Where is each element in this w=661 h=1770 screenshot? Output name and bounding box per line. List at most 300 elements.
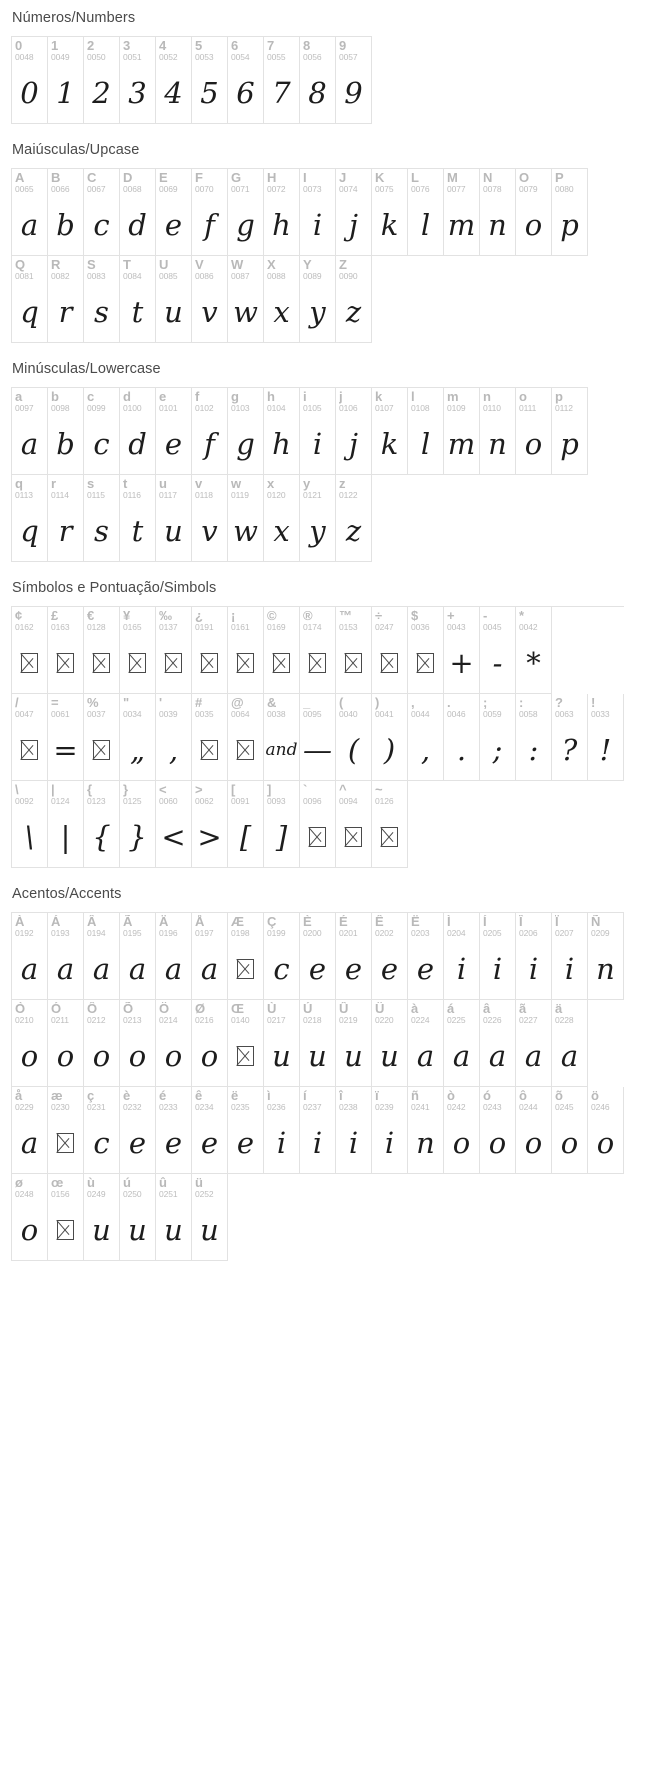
- glyph-preview: o: [164, 1039, 183, 1073]
- glyph-cell[interactable]: [48, 256, 84, 343]
- glyph-code-label: 0117: [159, 490, 177, 500]
- glyph-cell[interactable]: [192, 1174, 228, 1261]
- glyph-preview: b: [56, 427, 75, 461]
- glyph-code-label: 0242: [447, 1102, 466, 1112]
- glyph-code-label: 0080: [555, 184, 574, 194]
- glyph-cell[interactable]: [48, 388, 84, 475]
- glyph-cell[interactable]: [228, 694, 264, 781]
- glyph-preview: *: [526, 646, 541, 680]
- glyph-cell[interactable]: [12, 607, 48, 694]
- glyph-cell[interactable]: [228, 388, 264, 475]
- glyph-preview: [372, 637, 407, 693]
- glyph-cell[interactable]: [84, 607, 120, 694]
- glyph-cell-header: [264, 781, 299, 811]
- glyph-cell[interactable]: [300, 475, 336, 562]
- glyph-code-label: 0137: [159, 622, 178, 632]
- glyph-cell[interactable]: [300, 1000, 336, 1087]
- glyph-preview: e: [164, 427, 183, 461]
- glyph-preview: a: [20, 208, 39, 242]
- glyph-preview: ;: [492, 733, 503, 767]
- glyph-cell[interactable]: [336, 694, 372, 781]
- glyph-cell[interactable]: [336, 388, 372, 475]
- glyph-cell[interactable]: [264, 1087, 300, 1174]
- glyph-cell[interactable]: [336, 1000, 372, 1087]
- glyph-char-label: Ò: [15, 1002, 26, 1016]
- missing-glyph-icon: [129, 653, 146, 673]
- glyph-cell[interactable]: [300, 607, 336, 694]
- glyph-cell[interactable]: [552, 1087, 588, 1174]
- glyph-cell[interactable]: [84, 169, 120, 256]
- glyph-cell[interactable]: [516, 607, 552, 694]
- glyph-char-label: +: [447, 609, 455, 623]
- glyph-preview: f: [204, 427, 215, 461]
- glyph-code-label: 0072: [267, 184, 286, 194]
- glyph-cell[interactable]: [12, 169, 48, 256]
- glyph-preview: t: [131, 295, 144, 329]
- glyph-cell[interactable]: [120, 607, 156, 694]
- glyph-cell-header: [120, 1174, 155, 1204]
- glyph-cell[interactable]: [444, 913, 480, 1000]
- glyph-cell[interactable]: [228, 169, 264, 256]
- glyph-char-label: ó: [483, 1089, 491, 1103]
- glyph-cell[interactable]: [300, 256, 336, 343]
- glyph-cell[interactable]: [12, 1000, 48, 1087]
- glyph-preview: x: [273, 295, 290, 329]
- glyph-cell[interactable]: [264, 694, 300, 781]
- glyph-cell[interactable]: [156, 781, 192, 868]
- glyph-cell[interactable]: [192, 1000, 228, 1087]
- glyph-code-label: 0082: [51, 271, 70, 281]
- glyph-char-label: f: [195, 390, 200, 404]
- glyph-cell[interactable]: [516, 1087, 552, 1174]
- glyph-code-label: 0140: [231, 1015, 250, 1025]
- glyph-cell[interactable]: [372, 388, 408, 475]
- glyph-preview: w: [233, 295, 258, 329]
- glyph-cell[interactable]: [444, 607, 480, 694]
- glyph-cell[interactable]: [192, 694, 228, 781]
- glyph-cell[interactable]: [12, 1087, 48, 1174]
- glyph-cell[interactable]: [588, 913, 624, 1000]
- glyph-char-label: Ú: [303, 1002, 313, 1016]
- glyph-preview: w: [233, 514, 258, 548]
- glyph-code-label: 0084: [123, 271, 142, 281]
- glyph-code-label: 0162: [15, 622, 34, 632]
- glyph-code-label: 0247: [375, 622, 394, 632]
- glyph-cell[interactable]: [336, 607, 372, 694]
- glyph-cell[interactable]: [156, 607, 192, 694]
- glyph-preview: [300, 811, 335, 867]
- glyph-cell[interactable]: [264, 256, 300, 343]
- glyph-cell-header: [228, 694, 263, 724]
- glyph-cell[interactable]: [336, 37, 372, 124]
- glyph-cell-header: [300, 475, 335, 505]
- glyph-cell[interactable]: [300, 781, 336, 868]
- glyph-cell[interactable]: [480, 694, 516, 781]
- glyph-cell[interactable]: [228, 607, 264, 694]
- glyph-cell[interactable]: [228, 1087, 264, 1174]
- glyph-cell[interactable]: [48, 694, 84, 781]
- glyph-cell[interactable]: [444, 1000, 480, 1087]
- glyph-cell-header: [264, 1000, 299, 1030]
- glyph-code-label: 0062: [195, 796, 214, 806]
- glyph-cell[interactable]: [12, 694, 48, 781]
- glyph-code-label: 0214: [159, 1015, 178, 1025]
- glyph-cell[interactable]: [192, 475, 228, 562]
- glyph-cell[interactable]: [300, 388, 336, 475]
- glyph-cell[interactable]: [48, 1000, 84, 1087]
- glyph-cell[interactable]: [192, 388, 228, 475]
- missing-glyph-icon: [93, 740, 110, 760]
- glyph-cell[interactable]: [120, 169, 156, 256]
- glyph-cell[interactable]: [48, 475, 84, 562]
- glyph-cell-header: [336, 1087, 371, 1117]
- glyph-cell[interactable]: [192, 781, 228, 868]
- glyph-cell[interactable]: [120, 913, 156, 1000]
- glyph-cell[interactable]: [516, 913, 552, 1000]
- glyph-cell-header: [156, 37, 191, 67]
- glyph-cell[interactable]: [444, 388, 480, 475]
- glyph-preview: o: [452, 1126, 471, 1160]
- glyph-cell[interactable]: [264, 37, 300, 124]
- glyph-cell[interactable]: [120, 256, 156, 343]
- glyph-preview: x: [273, 514, 290, 548]
- glyph-cell[interactable]: [156, 475, 192, 562]
- glyph-cell[interactable]: [48, 1087, 84, 1174]
- glyph-cell[interactable]: [264, 169, 300, 256]
- glyph-cell[interactable]: [516, 1000, 552, 1087]
- glyph-char-label: 9: [339, 39, 347, 53]
- glyph-code-label: 0090: [339, 271, 358, 281]
- glyph-cell[interactable]: [120, 694, 156, 781]
- glyph-code-label: 0067: [87, 184, 106, 194]
- glyph-char-label: c: [87, 390, 95, 404]
- glyph-cell[interactable]: [48, 913, 84, 1000]
- glyph-cell[interactable]: [84, 781, 120, 868]
- glyph-preview: r: [58, 514, 73, 548]
- glyph-cell[interactable]: [120, 1174, 156, 1261]
- glyph-cell[interactable]: [84, 913, 120, 1000]
- glyph-cell[interactable]: [336, 1087, 372, 1174]
- glyph-cell[interactable]: [192, 1087, 228, 1174]
- glyph-cell[interactable]: [372, 913, 408, 1000]
- glyph-cell[interactable]: [156, 913, 192, 1000]
- glyph-code-label: 0108: [411, 403, 430, 413]
- glyph-code-label: 0103: [231, 403, 250, 413]
- glyph-preview: i: [276, 1126, 287, 1160]
- glyph-cell-header: [156, 607, 191, 637]
- glyph-char-label: S: [87, 258, 96, 272]
- glyph-cell[interactable]: [480, 607, 516, 694]
- glyph-cell[interactable]: [372, 1087, 408, 1174]
- glyph-cell[interactable]: [408, 694, 444, 781]
- glyph-cell[interactable]: [264, 388, 300, 475]
- glyph-char-label: q: [15, 477, 23, 491]
- glyph-cell-header: [156, 256, 191, 286]
- glyph-cell[interactable]: [408, 1087, 444, 1174]
- glyph-cell-header: [12, 1174, 47, 1204]
- glyph-cell-header: [516, 169, 551, 199]
- missing-glyph-icon: [237, 959, 254, 979]
- missing-glyph-icon: [381, 653, 398, 673]
- glyph-cell[interactable]: [192, 256, 228, 343]
- glyph-cell[interactable]: [264, 607, 300, 694]
- glyph-cell[interactable]: [12, 475, 48, 562]
- glyph-code-label: 0077: [447, 184, 466, 194]
- glyph-cell[interactable]: [300, 1087, 336, 1174]
- missing-glyph-icon: [201, 740, 218, 760]
- glyph-char-label: Ø: [195, 1002, 206, 1016]
- glyph-cell[interactable]: [156, 169, 192, 256]
- glyph-cell[interactable]: [156, 694, 192, 781]
- glyph-cell-header: [264, 388, 299, 418]
- glyph-row: [12, 694, 624, 781]
- glyph-cell[interactable]: [336, 781, 372, 868]
- glyph-cell[interactable]: [120, 475, 156, 562]
- glyph-cell[interactable]: [48, 37, 84, 124]
- glyph-cell-header: [192, 694, 227, 724]
- glyph-cell[interactable]: [552, 169, 588, 256]
- glyph-cell[interactable]: [300, 37, 336, 124]
- glyph-cell[interactable]: [48, 781, 84, 868]
- glyph-cell[interactable]: [480, 913, 516, 1000]
- glyph-cell-header: [228, 1087, 263, 1117]
- glyph-char-label: Î: [519, 915, 523, 929]
- glyph-cell[interactable]: [156, 1000, 192, 1087]
- glyph-row: [12, 781, 624, 868]
- glyph-preview: [192, 724, 227, 780]
- glyph-cell[interactable]: [408, 913, 444, 1000]
- glyph-preview: [156, 637, 191, 693]
- glyph-char-label: Œ: [231, 1002, 244, 1016]
- glyph-cell[interactable]: [408, 388, 444, 475]
- glyph-cell[interactable]: [12, 1174, 48, 1261]
- section-accents: [0, 876, 661, 1261]
- glyph-preview: a: [92, 952, 111, 986]
- glyph-code-label: 0100: [123, 403, 142, 413]
- glyph-code-label: 0232: [123, 1102, 142, 1112]
- glyph-cell-header: [408, 1087, 443, 1117]
- glyph-preview: u: [344, 1039, 363, 1073]
- glyph-cell[interactable]: [228, 913, 264, 1000]
- glyph-cell[interactable]: [264, 475, 300, 562]
- glyph-char-label: ¡: [231, 609, 236, 623]
- glyph-preview: s: [94, 514, 109, 548]
- glyph-cell[interactable]: [192, 913, 228, 1000]
- glyph-code-label: 0243: [483, 1102, 502, 1112]
- glyph-cell[interactable]: [480, 1000, 516, 1087]
- glyph-cell-header: [48, 475, 83, 505]
- glyph-cell[interactable]: [336, 169, 372, 256]
- glyph-char-label: à: [411, 1002, 419, 1016]
- glyph-preview: k: [380, 208, 399, 242]
- glyph-cell[interactable]: [480, 388, 516, 475]
- glyph-cell[interactable]: [372, 607, 408, 694]
- glyph-cell[interactable]: [12, 913, 48, 1000]
- glyph-code-label: 0043: [447, 622, 466, 632]
- glyph-preview: i: [348, 1126, 359, 1160]
- glyph-code-label: 0203: [411, 928, 430, 938]
- glyph-preview: a: [560, 1039, 579, 1073]
- glyph-cell[interactable]: [516, 169, 552, 256]
- glyph-cell[interactable]: [552, 694, 588, 781]
- glyph-cell-header: [12, 694, 47, 724]
- glyph-cell[interactable]: [192, 37, 228, 124]
- glyph-char-label: Ü: [375, 1002, 385, 1016]
- glyph-char-label: -: [483, 609, 488, 623]
- glyph-cell[interactable]: [228, 475, 264, 562]
- glyph-cell[interactable]: [408, 1000, 444, 1087]
- glyph-cell[interactable]: [372, 169, 408, 256]
- glyph-cell[interactable]: [372, 1000, 408, 1087]
- glyph-char-label: #: [195, 696, 203, 710]
- glyph-cell[interactable]: [84, 475, 120, 562]
- glyph-preview: e: [164, 1126, 183, 1160]
- glyph-cell[interactable]: [408, 169, 444, 256]
- glyph-cell[interactable]: [192, 607, 228, 694]
- glyph-preview: a: [56, 952, 75, 986]
- glyph-cell-header: [192, 37, 227, 67]
- glyph-preview: i: [384, 1126, 395, 1160]
- glyph-cell[interactable]: [588, 1087, 624, 1174]
- glyph-cell[interactable]: [228, 1000, 264, 1087]
- glyph-char-label: k: [375, 390, 383, 404]
- glyph-code-label: 0102: [195, 403, 214, 413]
- glyph-char-label: n: [483, 390, 491, 404]
- glyph-preview: g: [236, 427, 255, 461]
- glyph-code-label: 0239: [375, 1102, 394, 1112]
- glyph-preview: t: [131, 514, 144, 548]
- glyph-code-label: 0044: [411, 709, 430, 719]
- glyph-cell[interactable]: [444, 1087, 480, 1174]
- glyph-cell[interactable]: [516, 388, 552, 475]
- glyph-char-label: F: [195, 171, 203, 185]
- glyph-cell[interactable]: [336, 256, 372, 343]
- glyph-cell[interactable]: [264, 1000, 300, 1087]
- glyph-cell[interactable]: [372, 781, 408, 868]
- glyph-cell[interactable]: [264, 781, 300, 868]
- glyph-cell[interactable]: [12, 37, 48, 124]
- glyph-cell-header: [84, 1087, 119, 1117]
- glyph-code-label: 0212: [87, 1015, 106, 1025]
- glyph-cell[interactable]: [84, 388, 120, 475]
- glyph-char-label: !: [591, 696, 596, 710]
- glyph-cell[interactable]: [480, 1087, 516, 1174]
- glyph-cell[interactable]: [336, 913, 372, 1000]
- glyph-cell-header: [228, 913, 263, 943]
- glyph-preview: j: [349, 208, 358, 242]
- glyph-char-label: :: [519, 696, 524, 710]
- glyph-char-label: ÷: [375, 609, 383, 623]
- glyph-code-label: 0198: [231, 928, 250, 938]
- glyph-code-label: 0046: [447, 709, 466, 719]
- glyph-cell[interactable]: [84, 1087, 120, 1174]
- glyph-cell[interactable]: [300, 694, 336, 781]
- glyph-cell[interactable]: [516, 694, 552, 781]
- glyph-cell[interactable]: [84, 1174, 120, 1261]
- glyph-cell[interactable]: [12, 256, 48, 343]
- glyph-table: [11, 168, 588, 343]
- glyph-cell[interactable]: [552, 913, 588, 1000]
- glyph-preview: —: [303, 733, 332, 767]
- missing-glyph-icon: [57, 653, 74, 673]
- glyph-char-label: ø: [15, 1176, 23, 1190]
- glyph-cell[interactable]: [120, 388, 156, 475]
- glyph-cell[interactable]: [552, 1000, 588, 1087]
- glyph-cell[interactable]: [300, 913, 336, 1000]
- glyph-cell[interactable]: [12, 388, 48, 475]
- glyph-preview: <: [161, 820, 186, 854]
- glyph-cell[interactable]: [588, 694, 624, 781]
- glyph-cell-header: [120, 913, 155, 943]
- glyph-preview: a: [20, 952, 39, 986]
- glyph-char-label: O: [519, 171, 530, 185]
- glyph-cell[interactable]: [120, 1087, 156, 1174]
- glyph-cell[interactable]: [228, 256, 264, 343]
- glyph-cell[interactable]: [120, 37, 156, 124]
- glyph-cell-header: [48, 169, 83, 199]
- glyph-code-label: 0207: [555, 928, 574, 938]
- glyph-cell[interactable]: [48, 169, 84, 256]
- glyph-char-label: ò: [447, 1089, 455, 1103]
- glyph-cell[interactable]: [192, 169, 228, 256]
- glyph-cell[interactable]: [372, 694, 408, 781]
- glyph-cell[interactable]: [552, 388, 588, 475]
- glyph-cell[interactable]: [156, 388, 192, 475]
- glyph-cell[interactable]: [444, 169, 480, 256]
- glyph-preview: p: [560, 208, 579, 242]
- glyph-char-label: x: [267, 477, 275, 491]
- glyph-cell[interactable]: [300, 169, 336, 256]
- glyph-preview: 3: [128, 76, 147, 110]
- glyph-char-label: ¿: [195, 609, 203, 623]
- glyph-cell-header: [12, 388, 47, 418]
- glyph-char-label: 0: [15, 39, 23, 53]
- glyph-cell[interactable]: [228, 37, 264, 124]
- glyph-cell[interactable]: [48, 1174, 84, 1261]
- glyph-char-label: y: [303, 477, 311, 491]
- glyph-cell[interactable]: [84, 1000, 120, 1087]
- glyph-cell-header: [48, 256, 83, 286]
- section-title: Números/Numbers: [12, 10, 136, 26]
- glyph-cell[interactable]: [156, 1174, 192, 1261]
- glyph-cell[interactable]: [12, 781, 48, 868]
- glyph-cell[interactable]: [336, 475, 372, 562]
- glyph-preview: [264, 637, 299, 693]
- glyph-cell[interactable]: [264, 913, 300, 1000]
- glyph-cell[interactable]: [156, 37, 192, 124]
- glyph-cell[interactable]: [84, 37, 120, 124]
- glyph-code-label: 0111: [519, 403, 537, 413]
- glyph-cell-header: [264, 607, 299, 637]
- glyph-cell[interactable]: [156, 1087, 192, 1174]
- glyph-char-label: Ö: [159, 1002, 170, 1016]
- glyph-preview: a: [128, 952, 147, 986]
- glyph-cell[interactable]: [48, 607, 84, 694]
- glyph-cell[interactable]: [84, 256, 120, 343]
- glyph-cell[interactable]: [480, 169, 516, 256]
- glyph-cell[interactable]: [84, 694, 120, 781]
- glyph-cell[interactable]: [444, 694, 480, 781]
- glyph-char-label: Ë: [411, 915, 420, 929]
- glyph-code-label: 0123: [87, 796, 106, 806]
- glyph-cell[interactable]: [228, 781, 264, 868]
- glyph-char-label: ä: [555, 1002, 563, 1016]
- glyph-cell[interactable]: [408, 607, 444, 694]
- glyph-char-label: ?: [555, 696, 563, 710]
- glyph-cell[interactable]: [156, 256, 192, 343]
- glyph-cell[interactable]: [120, 781, 156, 868]
- glyph-cell[interactable]: [120, 1000, 156, 1087]
